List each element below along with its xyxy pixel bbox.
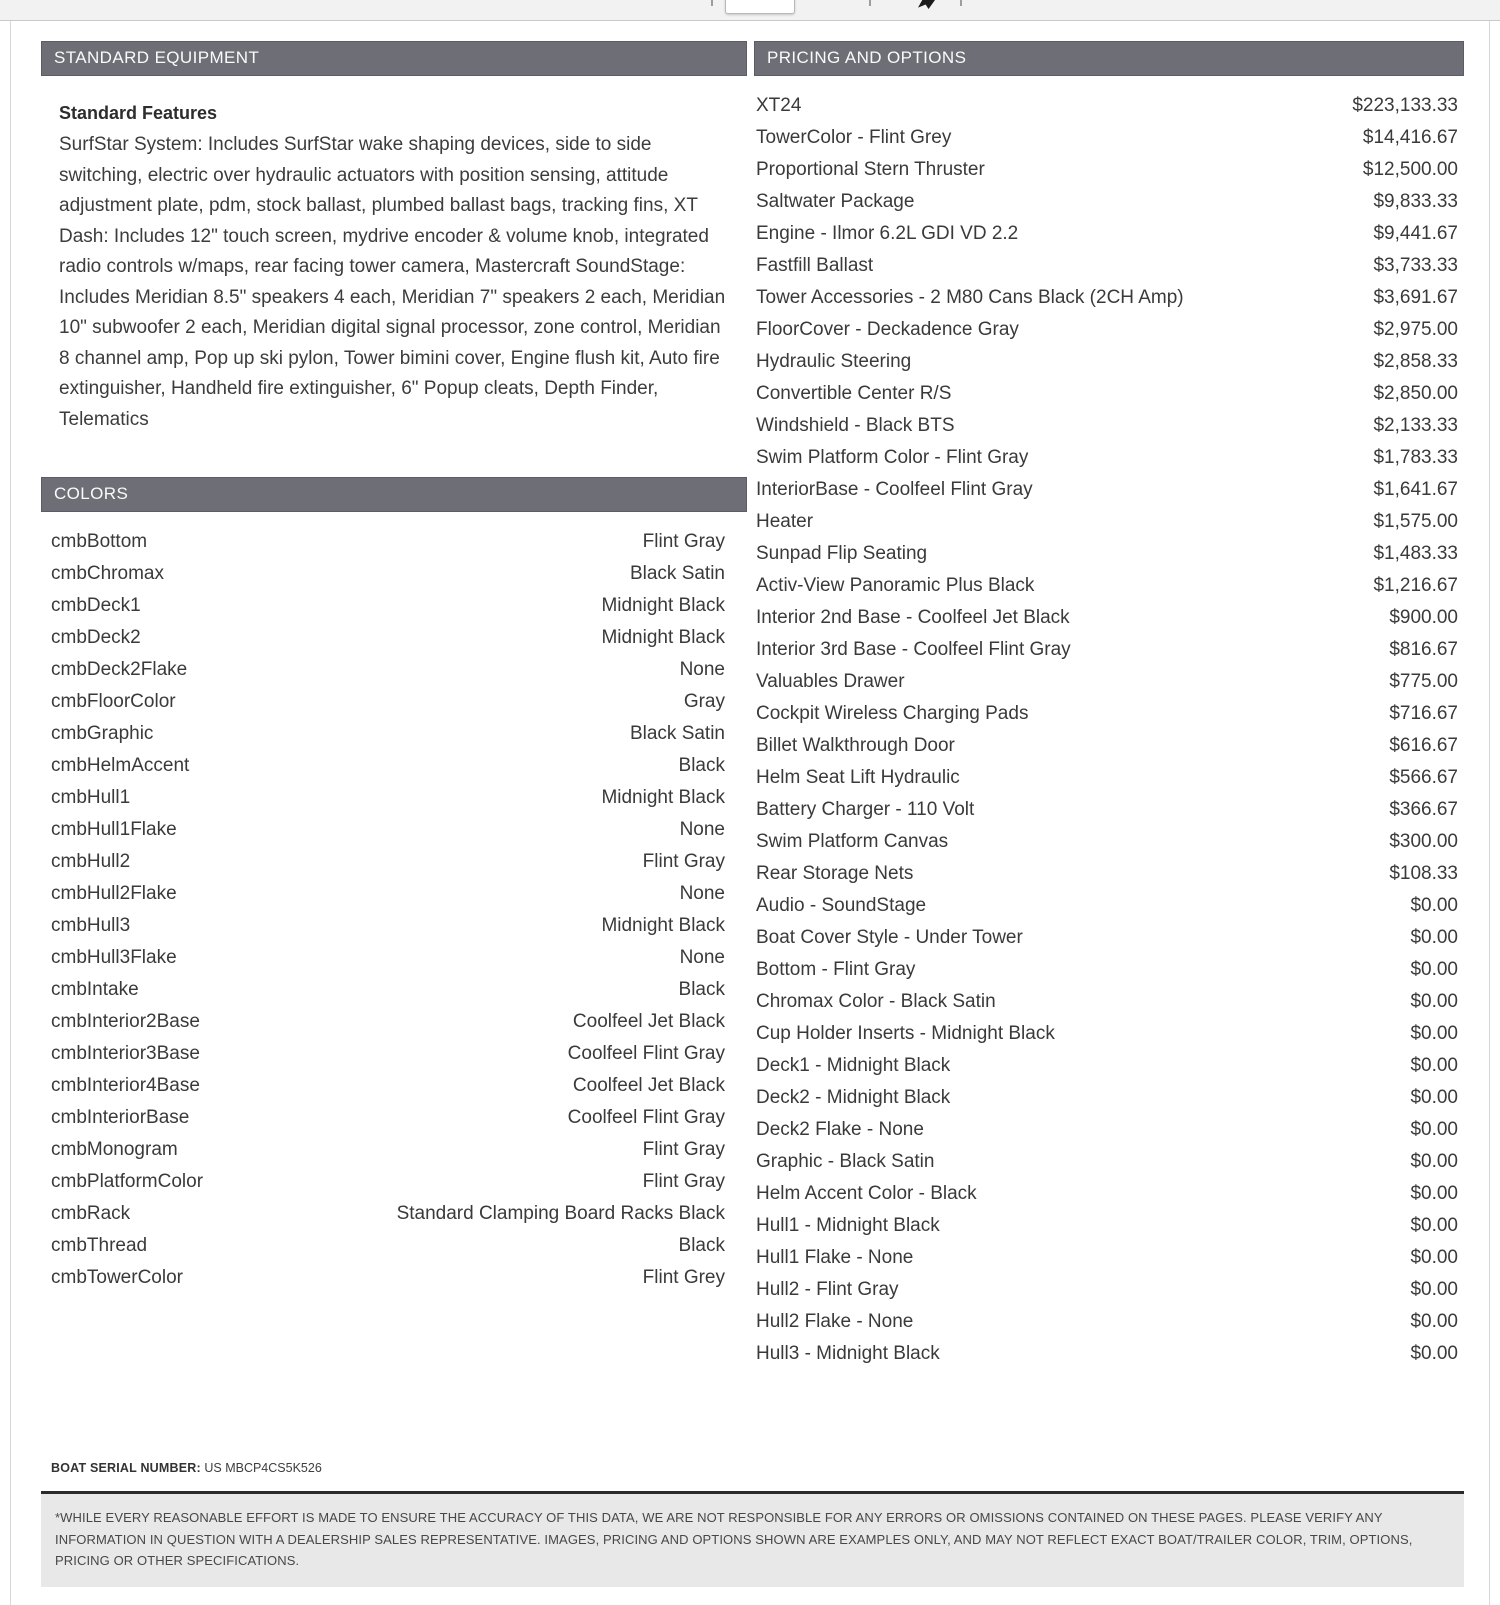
color-option-name: cmbDeck2 [51,627,141,648]
color-option-name: cmbThread [51,1235,148,1256]
price-row [756,1018,1458,1050]
price-item-name: Interior 3rd Base - Coolfeel Flint Gray [756,639,1071,660]
price-item-price: $9,833.33 [1373,191,1458,212]
color-option-name: cmbHull2Flake [51,883,177,904]
price-item-name: Deck2 - Midnight Black [756,1087,951,1108]
color-option-name: cmbRack [51,1203,131,1224]
price-item-name: Chromax Color - Black Satin [756,991,996,1012]
color-option-name: cmbHull1 [51,787,131,808]
color-option-value: Black Satin [629,563,725,584]
color-option-name: cmbHull1Flake [51,819,177,840]
price-row [756,346,1458,378]
price-item-price: $716.67 [1389,703,1458,724]
color-row [51,1102,725,1134]
price-item-name: Engine - Ilmor 6.2L GDI VD 2.2 [756,223,1019,244]
color-row [51,718,725,750]
color-row [51,750,725,782]
price-item-price: $0.00 [1410,927,1458,948]
price-item-name: Hull3 - Midnight Black [756,1343,940,1364]
color-row [51,1038,725,1070]
right-column [754,41,1464,1370]
color-option-value: Midnight Black [601,787,725,808]
color-row [51,622,725,654]
color-option-name: cmbBottom [51,531,148,552]
price-item-price: $775.00 [1389,671,1458,692]
price-item-price: $108.33 [1389,863,1458,884]
price-item-name: Swim Platform Canvas [756,831,949,852]
pricing-table [756,90,1458,1370]
color-row [51,942,725,974]
color-option-value: Flint Gray [642,1171,725,1192]
color-option-value: Coolfeel Jet Black [572,1075,725,1096]
color-row [51,686,725,718]
price-item-name: Sunpad Flip Seating [756,543,928,564]
color-row [51,814,725,846]
color-row [51,590,725,622]
color-row [51,526,725,558]
color-option-name: cmbIntake [51,979,139,1000]
price-item-name: InteriorBase - Coolfeel Flint Gray [756,479,1033,500]
color-option-value: Coolfeel Flint Gray [567,1107,725,1128]
price-row [756,570,1458,602]
price-item-price: $1,641.67 [1373,479,1458,500]
price-item-price: $1,783.33 [1373,447,1458,468]
color-row [51,558,725,590]
color-option-name: cmbHull3 [51,915,131,936]
price-item-price: $566.67 [1389,767,1458,788]
color-option-value: Standard Clamping Board Racks Black [396,1203,725,1224]
document-page [10,21,1490,1605]
color-option-name: cmbInterior4Base [51,1075,200,1096]
price-item-name: Windshield - Black BTS [756,415,955,436]
colors-header: COLORS [41,477,747,512]
color-row [51,1166,725,1198]
price-item-name: Interior 2nd Base - Coolfeel Jet Black [756,607,1070,628]
price-item-price: $816.67 [1389,639,1458,660]
colors-table [51,526,725,1294]
disclaimer-text: *WHILE EVERY REASONABLE EFFORT IS MADE TO ENSURE THE ACCURACY OF THIS DATA, WE ARE NOT RESPONSIBLE FOR ANY ERRORS OR OMISSIONS CONTAINED ON THESE PAGES. PLEASE VERIFY ANY INFORMATION IN QUESTION WITH A DEALERSHIP SALES REPRESENTATIVE. IMAGES, PRICING AND OPTIONS SHOWN ARE EXAMPLES ONLY, AND MAY NOT REFLECT EXACT BOAT/TRAILER COLOR, TRIM, OPTIONS, PRICING OR OTHER SPECIFICATIONS. [41,1491,1464,1587]
price-row [756,634,1458,666]
pricing-options-header: PRICING AND OPTIONS [754,41,1464,76]
price-row [756,858,1458,890]
price-row [756,1306,1458,1338]
price-item-name: Activ-View Panoramic Plus Black [756,575,1035,596]
color-option-name: cmbInterior3Base [51,1043,200,1064]
price-item-name: XT24 [756,95,802,116]
color-option-value: None [679,819,725,840]
price-item-price: $2,850.00 [1373,383,1458,404]
viewer-toolbar [0,0,1500,21]
price-item-name: Bottom - Flint Gray [756,959,916,980]
color-option-name: cmbInterior2Base [51,1011,200,1032]
price-item-price: $1,575.00 [1373,511,1458,532]
price-item-price: $2,858.33 [1373,351,1458,372]
price-row [756,1178,1458,1210]
price-item-price: $0.00 [1410,1343,1458,1364]
price-item-name: Cup Holder Inserts - Midnight Black [756,1023,1055,1044]
price-item-price: $12,500.00 [1362,159,1458,180]
price-item-price: $9,441.67 [1373,223,1458,244]
color-option-name: cmbFloorColor [51,691,176,712]
price-item-name: Convertible Center R/S [756,383,952,404]
price-item-name: Deck2 Flake - None [756,1119,924,1140]
color-option-value: Coolfeel Jet Black [572,1011,725,1032]
cursor-icon [918,0,935,9]
toolbar-divider-tick [960,0,962,6]
price-item-price: $0.00 [1410,1087,1458,1108]
color-option-name: cmbPlatformColor [51,1171,204,1192]
color-row [51,654,725,686]
price-item-name: FloorCover - Deckadence Gray [756,319,1019,340]
price-item-name: Proportional Stern Thruster [756,159,985,180]
boat-serial-value: US MBCP4CS5K526 [204,1461,322,1475]
toolbar-divider-tick [711,0,713,6]
price-row [756,762,1458,794]
price-row [756,90,1458,122]
price-item-name: Audio - SoundStage [756,895,927,916]
color-option-name: cmbDeck2Flake [51,659,188,680]
price-item-price: $0.00 [1410,1247,1458,1268]
price-row [756,474,1458,506]
color-row [51,1070,725,1102]
price-item-name: Saltwater Package [756,191,915,212]
standard-features-text: SurfStar System: Includes SurfStar wake shaping devices, side to side switching, electric over hydraulic actuators with position sensing, attitude adjustment plate, pdm, stock ballast, plumbed ballast bags, tracking fins, XT Dash: Includes 12" touch screen, mydrive encoder & volume knob, integrated radio controls w/maps, rear facing tower camera, Mastercraft SoundStage: Includes Meridian 8.5" speakers 4 each, Meridian 7" speakers 2 each, Meridian 10" subwoofer 2 each, Meridian digital signal processor, zone control, Meridian 8 channel amp, Pop up ski pylon, Tower bimini cover, Engine flush kit, Auto fire extinguisher, Handheld fire extinguisher, 6" Popup cleats, Depth Finder, Telematics [59,134,726,430]
color-option-value: None [679,883,725,904]
standard-features-heading: Standard Features [59,103,218,123]
price-item-price: $300.00 [1389,831,1458,852]
price-item-price: $223,133.33 [1352,95,1458,116]
color-option-name: cmbHull2 [51,851,131,872]
price-item-name: Boat Cover Style - Under Tower [756,927,1023,948]
price-item-name: Helm Accent Color - Black [756,1183,977,1204]
price-item-price: $0.00 [1410,1311,1458,1332]
price-item-name: TowerColor - Flint Grey [756,127,952,148]
price-item-price: $1,216.67 [1373,575,1458,596]
price-item-price: $0.00 [1410,1279,1458,1300]
color-option-name: cmbHull3Flake [51,947,177,968]
price-row [756,186,1458,218]
price-row [756,250,1458,282]
price-item-price: $900.00 [1389,607,1458,628]
left-column [41,41,747,1294]
price-item-name: Hull1 Flake - None [756,1247,914,1268]
price-row [756,506,1458,538]
price-item-price: $0.00 [1410,1183,1458,1204]
price-item-price: $2,975.00 [1373,319,1458,340]
price-row [756,218,1458,250]
color-option-value: Black [678,979,725,1000]
color-option-value: Coolfeel Flint Gray [567,1043,725,1064]
price-item-name: Hydraulic Steering [756,351,912,372]
boat-serial-label: BOAT SERIAL NUMBER: [51,1461,201,1475]
price-row [756,666,1458,698]
price-row [756,442,1458,474]
price-row [756,282,1458,314]
price-row [756,1050,1458,1082]
color-option-value: Black [678,1235,725,1256]
color-option-value: Gray [683,691,725,712]
standard-equipment-header: STANDARD EQUIPMENT [41,41,747,76]
price-item-name: Fastfill Ballast [756,255,874,276]
price-row [756,922,1458,954]
color-option-value: Flint Grey [642,1267,725,1288]
price-item-price: $0.00 [1410,991,1458,1012]
price-item-price: $2,133.33 [1373,415,1458,436]
price-item-name: Tower Accessories - 2 M80 Cans Black (2CH Amp) [756,287,1184,308]
color-option-value: Flint Gray [642,851,725,872]
price-item-price: $3,691.67 [1373,287,1458,308]
color-option-name: cmbMonogram [51,1139,178,1160]
color-row [51,974,725,1006]
price-item-name: Hull2 - Flint Gray [756,1279,899,1300]
price-row [756,410,1458,442]
standard-features-block [59,101,727,435]
price-item-price: $0.00 [1410,895,1458,916]
price-item-name: Heater [756,511,814,532]
price-row [756,890,1458,922]
color-option-value: Black [678,755,725,776]
price-row [756,826,1458,858]
price-item-price: $14,416.67 [1362,127,1458,148]
price-row [756,602,1458,634]
price-item-price: $0.00 [1410,1055,1458,1076]
color-row [51,878,725,910]
color-option-value: Flint Gray [642,1139,725,1160]
price-row [756,1338,1458,1370]
price-item-price: $0.00 [1410,1119,1458,1140]
price-row [756,1146,1458,1178]
color-option-value: Midnight Black [601,915,725,936]
price-item-name: Valuables Drawer [756,671,905,692]
color-row [51,1262,725,1294]
price-item-price: $0.00 [1410,1215,1458,1236]
color-row [51,1230,725,1262]
price-item-price: $1,483.33 [1373,543,1458,564]
price-item-name: Hull2 Flake - None [756,1311,914,1332]
price-row [756,378,1458,410]
color-option-value: Black Satin [629,723,725,744]
price-item-name: Helm Seat Lift Hydraulic [756,767,960,788]
price-item-price: $3,733.33 [1373,255,1458,276]
price-row [756,986,1458,1018]
price-row [756,1114,1458,1146]
price-row [756,730,1458,762]
toolbar-divider-tick [869,0,871,6]
price-item-price: $0.00 [1410,1151,1458,1172]
price-item-name: Cockpit Wireless Charging Pads [756,703,1029,724]
color-option-name: cmbDeck1 [51,595,141,616]
price-item-price: $616.67 [1389,735,1458,756]
price-row [756,1210,1458,1242]
price-item-price: $0.00 [1410,1023,1458,1044]
price-row [756,122,1458,154]
price-row [756,1082,1458,1114]
color-option-value: Midnight Black [601,595,725,616]
price-item-price: $366.67 [1389,799,1458,820]
color-option-value: None [679,947,725,968]
price-item-price: $0.00 [1410,959,1458,980]
color-row [51,1006,725,1038]
price-row [756,954,1458,986]
color-option-name: cmbGraphic [51,723,154,744]
price-item-name: Battery Charger - 110 Volt [756,799,975,820]
price-row [756,1242,1458,1274]
page-number-box[interactable] [725,0,795,14]
boat-serial-line [51,1460,1464,1476]
price-item-name: Graphic - Black Satin [756,1151,935,1172]
price-row [756,154,1458,186]
color-row [51,910,725,942]
color-row [51,1134,725,1166]
price-item-name: Billet Walkthrough Door [756,735,955,756]
price-item-name: Rear Storage Nets [756,863,914,884]
color-option-value: Flint Gray [642,531,725,552]
price-item-name: Swim Platform Color - Flint Gray [756,447,1029,468]
price-row [756,698,1458,730]
price-item-name: Hull1 - Midnight Black [756,1215,940,1236]
color-option-name: cmbHelmAccent [51,755,190,776]
price-row [756,1274,1458,1306]
price-row [756,314,1458,346]
color-option-name: cmbTowerColor [51,1267,183,1288]
color-row [51,1198,725,1230]
price-item-name: Deck1 - Midnight Black [756,1055,951,1076]
color-option-name: cmbChromax [51,563,164,584]
color-row [51,846,725,878]
color-option-value: None [679,659,725,680]
color-row [51,782,725,814]
color-option-name: cmbInteriorBase [51,1107,190,1128]
color-option-value: Midnight Black [601,627,725,648]
price-row [756,794,1458,826]
price-row [756,538,1458,570]
